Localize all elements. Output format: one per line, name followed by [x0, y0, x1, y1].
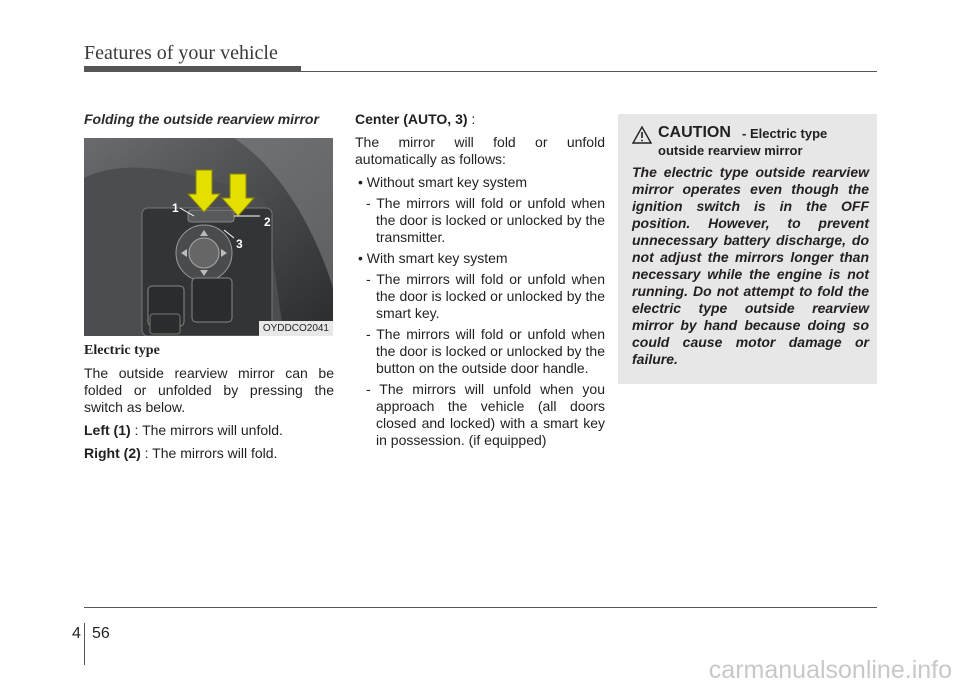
dash-smart-key: - The mirrors will fold or unfold when the door is locked or unlocked by the smart key. — [366, 271, 605, 321]
dash-door-handle: - The mirrors will fold or unfold when the door is locked or unlocked by the button on the outside door handle. — [366, 326, 605, 376]
subsection-title: Electric type — [84, 343, 160, 358]
column-middle — [355, 111, 605, 453]
bullet-without-smart-key: • Without smart key system — [358, 174, 528, 190]
footer-divider — [84, 623, 85, 665]
caution-box — [618, 114, 877, 384]
page-number: 56 — [92, 625, 110, 642]
chapter-number: 4 — [72, 625, 81, 642]
left-label: Left (1) — [84, 422, 131, 438]
center-label: Center (AUTO, 3) — [355, 111, 468, 127]
caution-subtitle: - Electric type — [742, 126, 828, 141]
watermark: carmanualsonline.info — [708, 656, 952, 684]
figure-code: OYDDCO2041 — [259, 321, 333, 336]
caution-label: CAUTION — [658, 124, 731, 141]
right-label: Right (2) — [84, 445, 141, 461]
page-header-title: Features of your vehicle — [84, 42, 278, 64]
auto-intro: The mirror will fold or unfold automatically as follows: — [355, 134, 605, 167]
right-instruction — [84, 445, 334, 462]
callout-2: 2 — [264, 215, 271, 229]
bullet-with-smart-key: • With smart key system — [358, 250, 508, 266]
caution-body: The electric type outside rearview mirror operates even though the ignition switch is in the OFF position. However, to prevent unnecessary battery discharge, do not adjust the mirrors longer than necessary while the engine is not running. Do not attempt to fold the electric type outside rearview mirror by hand because doing so could cause motor damage or failure. — [632, 164, 869, 367]
warning-triangle-icon — [632, 126, 652, 149]
intro-paragraph: The outside rearview mirror can be folded or unfolded by pressing the switch as below. — [84, 365, 334, 415]
mirror-switch-illustration — [84, 138, 333, 336]
caution-subtitle-line2: outside rearview mirror — [658, 143, 803, 158]
column-left — [84, 342, 334, 468]
section-title: Folding the outside rearview mirror — [84, 111, 319, 127]
right-text: : The mirrors will fold. — [140, 445, 278, 461]
center-instruction — [355, 111, 605, 128]
dash-approach: - The mirrors will unfold when you approach the vehicle (all doors closed and locked) with a smart key in possession. (if equipped) — [366, 381, 605, 448]
dash-transmitter: - The mirrors will fold or unfold when the door is locked or unlocked by the transmitter. — [366, 195, 605, 245]
callout-3: 3 — [236, 237, 243, 251]
center-suffix: : — [467, 111, 476, 127]
door-panel-drawing — [84, 138, 333, 336]
left-text: : The mirrors will unfold. — [130, 422, 283, 438]
callout-1: 1 — [172, 201, 179, 215]
header-rule — [84, 71, 877, 72]
left-instruction — [84, 422, 334, 439]
footer-rule — [84, 607, 877, 608]
